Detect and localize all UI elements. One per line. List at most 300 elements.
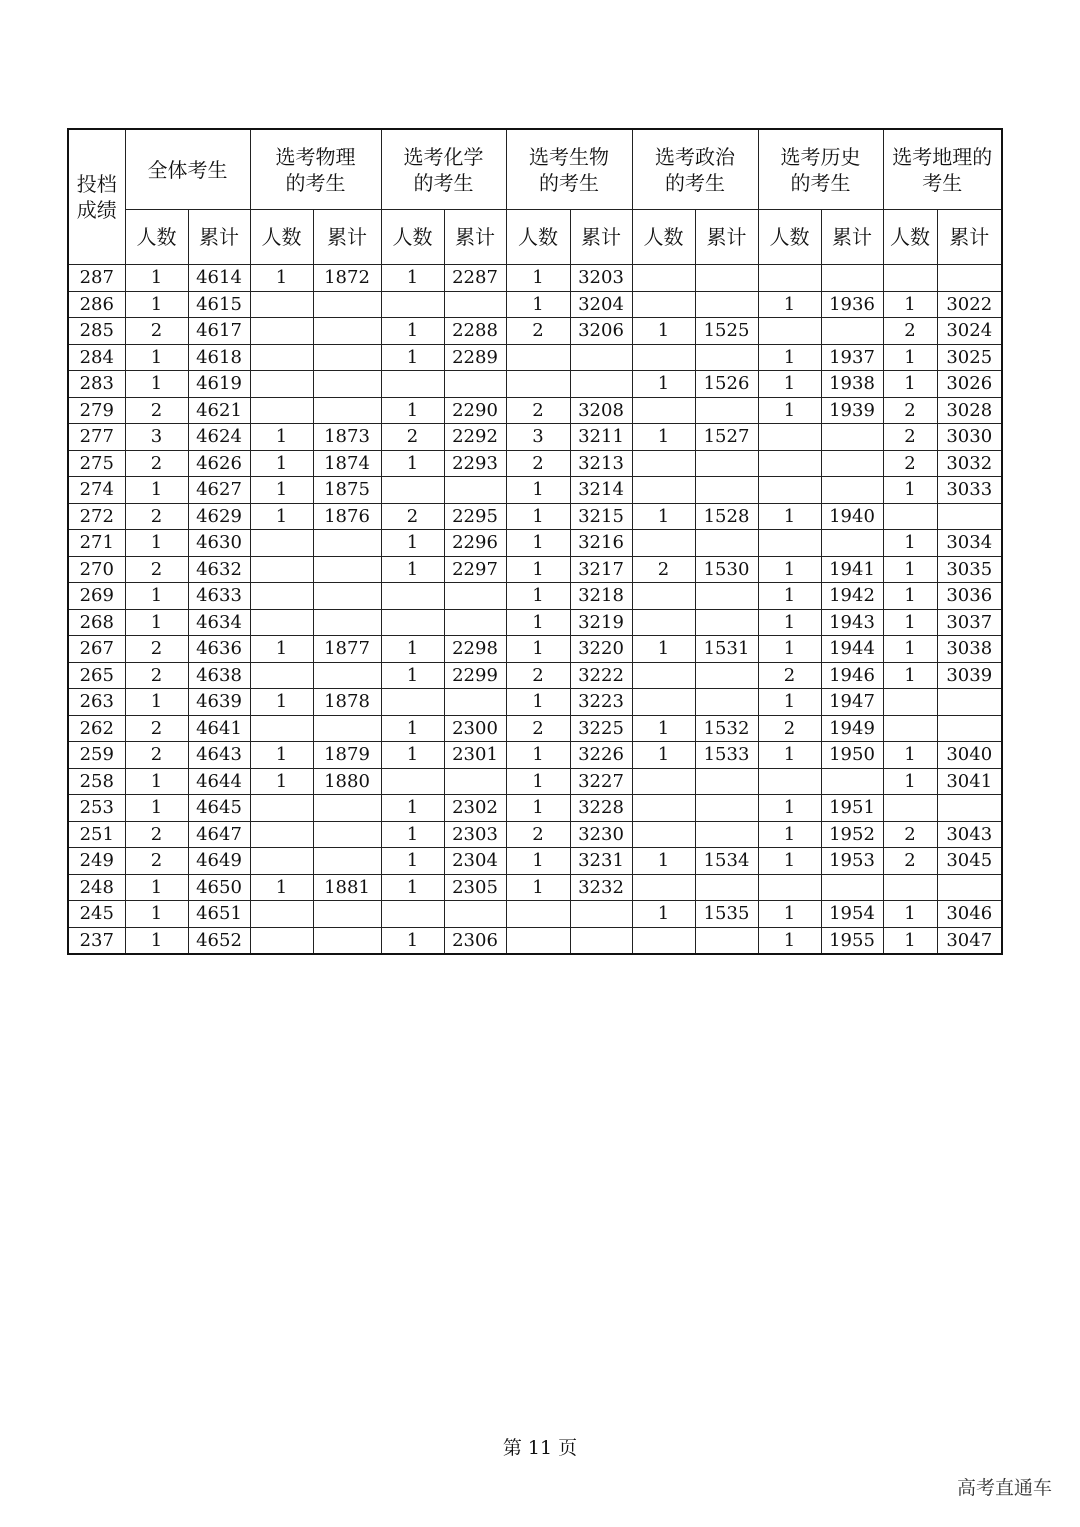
cumulative-cell: 1874 (313, 450, 381, 477)
count-cell: 1 (250, 265, 313, 292)
count-cell: 1 (506, 265, 570, 292)
count-cell: 1 (125, 344, 188, 371)
cumulative-cell: 3222 (570, 662, 632, 689)
table-row (68, 318, 1002, 345)
cumulative-cell: 1533 (695, 742, 758, 769)
count-cell: 1 (381, 530, 444, 557)
count-cell (632, 874, 695, 901)
cumulative-header: 累计 (937, 210, 1002, 265)
cumulative-cell: 3219 (570, 609, 632, 636)
count-cell: 1 (632, 636, 695, 663)
cumulative-cell: 1942 (821, 583, 883, 610)
score-cell: 249 (68, 848, 125, 875)
cumulative-cell (313, 344, 381, 371)
cumulative-cell: 3215 (570, 503, 632, 530)
count-cell: 1 (758, 371, 821, 398)
cumulative-cell (821, 874, 883, 901)
cumulative-cell: 3214 (570, 477, 632, 504)
cumulative-cell: 3047 (937, 927, 1002, 954)
table-row (68, 689, 1002, 716)
cumulative-cell (937, 715, 1002, 742)
count-cell: 2 (506, 450, 570, 477)
count-cell (250, 821, 313, 848)
cumulative-cell: 2299 (444, 662, 506, 689)
cumulative-cell: 3225 (570, 715, 632, 742)
count-cell (250, 795, 313, 822)
cumulative-cell: 1947 (821, 689, 883, 716)
count-cell: 2 (125, 503, 188, 530)
count-header: 人数 (758, 210, 821, 265)
count-cell: 2 (758, 662, 821, 689)
count-cell (250, 609, 313, 636)
count-cell: 2 (125, 821, 188, 848)
cumulative-cell: 1951 (821, 795, 883, 822)
count-cell (632, 530, 695, 557)
cumulative-cell: 4636 (188, 636, 250, 663)
count-cell: 1 (758, 609, 821, 636)
count-cell: 2 (506, 397, 570, 424)
count-cell: 1 (883, 636, 937, 663)
score-cell: 286 (68, 291, 125, 318)
cumulative-cell: 1950 (821, 742, 883, 769)
cumulative-cell (695, 397, 758, 424)
count-cell: 2 (883, 450, 937, 477)
cumulative-cell: 3220 (570, 636, 632, 663)
cumulative-cell: 3217 (570, 556, 632, 583)
score-cell: 259 (68, 742, 125, 769)
count-cell (506, 927, 570, 954)
score-cell: 285 (68, 318, 125, 345)
cumulative-cell: 1946 (821, 662, 883, 689)
cumulative-cell: 3231 (570, 848, 632, 875)
cumulative-cell: 1955 (821, 927, 883, 954)
count-cell (883, 503, 937, 530)
cumulative-cell (821, 318, 883, 345)
table-row (68, 583, 1002, 610)
cumulative-cell: 1936 (821, 291, 883, 318)
count-cell: 1 (506, 768, 570, 795)
count-cell: 1 (883, 291, 937, 318)
cumulative-cell: 1535 (695, 901, 758, 928)
count-cell: 1 (250, 424, 313, 451)
count-cell (632, 795, 695, 822)
score-cell: 279 (68, 397, 125, 424)
count-cell: 1 (632, 424, 695, 451)
count-cell: 1 (506, 609, 570, 636)
cumulative-cell (821, 768, 883, 795)
score-cell: 262 (68, 715, 125, 742)
cumulative-cell: 3213 (570, 450, 632, 477)
cumulative-header: 累计 (821, 210, 883, 265)
count-cell: 1 (381, 265, 444, 292)
count-cell: 1 (758, 821, 821, 848)
cumulative-cell (695, 689, 758, 716)
cumulative-cell: 2301 (444, 742, 506, 769)
footer-brand: 高考直通车 (956, 1477, 1052, 1499)
table-row (68, 848, 1002, 875)
count-cell: 1 (506, 689, 570, 716)
count-cell: 1 (506, 636, 570, 663)
table-row (68, 636, 1002, 663)
score-cell: 267 (68, 636, 125, 663)
count-cell: 1 (250, 503, 313, 530)
cumulative-cell: 3035 (937, 556, 1002, 583)
cumulative-cell (313, 318, 381, 345)
count-cell: 1 (758, 689, 821, 716)
count-cell (250, 344, 313, 371)
score-cell: 269 (68, 583, 125, 610)
count-cell: 1 (506, 503, 570, 530)
count-cell: 2 (506, 821, 570, 848)
count-cell: 1 (125, 795, 188, 822)
cumulative-cell: 1952 (821, 821, 883, 848)
cumulative-cell (313, 556, 381, 583)
count-cell: 1 (758, 344, 821, 371)
count-cell: 1 (125, 874, 188, 901)
geography-header: 选考地理的考生 (883, 129, 1002, 210)
count-cell: 1 (125, 371, 188, 398)
cumulative-cell: 3040 (937, 742, 1002, 769)
cumulative-cell: 2296 (444, 530, 506, 557)
table-row (68, 477, 1002, 504)
cumulative-cell (570, 927, 632, 954)
count-cell: 1 (125, 477, 188, 504)
cumulative-cell (695, 583, 758, 610)
cumulative-cell: 2292 (444, 424, 506, 451)
cumulative-cell (937, 265, 1002, 292)
table-row (68, 424, 1002, 451)
cumulative-cell: 4634 (188, 609, 250, 636)
cumulative-cell: 3232 (570, 874, 632, 901)
cumulative-cell: 3034 (937, 530, 1002, 557)
cumulative-cell: 3046 (937, 901, 1002, 928)
cumulative-cell: 2287 (444, 265, 506, 292)
cumulative-cell (695, 768, 758, 795)
page-number: 第 11 页 (502, 1437, 578, 1459)
count-cell: 3 (125, 424, 188, 451)
cumulative-cell: 1534 (695, 848, 758, 875)
score-table (67, 128, 1003, 955)
count-cell (381, 609, 444, 636)
cumulative-cell: 1872 (313, 265, 381, 292)
cumulative-cell: 2300 (444, 715, 506, 742)
cumulative-cell: 1527 (695, 424, 758, 451)
cumulative-cell (313, 530, 381, 557)
count-header: 人数 (506, 210, 570, 265)
count-header: 人数 (125, 210, 188, 265)
score-cell: 287 (68, 265, 125, 292)
count-cell: 1 (125, 609, 188, 636)
count-cell (883, 715, 937, 742)
count-cell: 1 (632, 742, 695, 769)
cumulative-cell (695, 265, 758, 292)
count-cell: 2 (125, 450, 188, 477)
cumulative-cell: 1526 (695, 371, 758, 398)
cumulative-cell: 2298 (444, 636, 506, 663)
count-cell (883, 689, 937, 716)
count-header: 人数 (250, 210, 313, 265)
table-row (68, 291, 1002, 318)
cumulative-cell (313, 927, 381, 954)
cumulative-cell: 3218 (570, 583, 632, 610)
count-cell: 2 (125, 556, 188, 583)
cumulative-cell (695, 344, 758, 371)
count-cell: 1 (125, 901, 188, 928)
cumulative-cell: 2304 (444, 848, 506, 875)
cumulative-header: 累计 (313, 210, 381, 265)
cumulative-cell (821, 424, 883, 451)
count-cell: 1 (381, 848, 444, 875)
cumulative-cell: 1943 (821, 609, 883, 636)
count-cell: 1 (758, 397, 821, 424)
cumulative-cell: 2305 (444, 874, 506, 901)
count-cell (758, 450, 821, 477)
cumulative-cell (821, 450, 883, 477)
cumulative-cell: 1531 (695, 636, 758, 663)
cumulative-cell (444, 477, 506, 504)
cumulative-cell (313, 371, 381, 398)
chemistry-header: 选考化学的考生 (381, 129, 506, 210)
count-cell (758, 477, 821, 504)
cumulative-cell: 4618 (188, 344, 250, 371)
count-cell: 1 (381, 450, 444, 477)
cumulative-cell: 3226 (570, 742, 632, 769)
cumulative-cell: 3211 (570, 424, 632, 451)
cumulative-cell: 3216 (570, 530, 632, 557)
count-cell: 1 (125, 927, 188, 954)
count-cell (883, 795, 937, 822)
cumulative-cell: 1880 (313, 768, 381, 795)
count-cell (250, 715, 313, 742)
count-cell (250, 927, 313, 954)
cumulative-cell: 3223 (570, 689, 632, 716)
cumulative-cell: 4614 (188, 265, 250, 292)
count-cell: 1 (506, 742, 570, 769)
count-cell: 1 (758, 848, 821, 875)
count-cell: 1 (125, 689, 188, 716)
count-cell (381, 901, 444, 928)
table-row (68, 927, 1002, 954)
count-cell: 1 (758, 927, 821, 954)
count-cell: 1 (758, 636, 821, 663)
cumulative-cell: 4638 (188, 662, 250, 689)
cumulative-cell (313, 901, 381, 928)
cumulative-cell: 4617 (188, 318, 250, 345)
count-cell: 1 (758, 556, 821, 583)
table-row (68, 795, 1002, 822)
count-cell: 1 (506, 556, 570, 583)
count-cell (632, 477, 695, 504)
count-cell: 1 (632, 715, 695, 742)
count-cell: 1 (381, 636, 444, 663)
cumulative-cell: 4633 (188, 583, 250, 610)
count-cell: 2 (506, 662, 570, 689)
cumulative-cell: 4651 (188, 901, 250, 928)
cumulative-cell (444, 583, 506, 610)
cumulative-cell (695, 927, 758, 954)
cumulative-cell: 1938 (821, 371, 883, 398)
count-cell (381, 768, 444, 795)
table-row (68, 344, 1002, 371)
cumulative-cell: 1875 (313, 477, 381, 504)
count-cell: 1 (883, 927, 937, 954)
count-cell: 1 (250, 689, 313, 716)
cumulative-cell (444, 371, 506, 398)
cumulative-cell: 1953 (821, 848, 883, 875)
cumulative-cell: 1877 (313, 636, 381, 663)
cumulative-cell (444, 768, 506, 795)
count-cell: 1 (250, 450, 313, 477)
cumulative-cell: 4639 (188, 689, 250, 716)
count-cell: 1 (381, 397, 444, 424)
cumulative-cell: 3026 (937, 371, 1002, 398)
cumulative-cell (821, 530, 883, 557)
count-cell: 2 (381, 503, 444, 530)
cumulative-cell (695, 450, 758, 477)
cumulative-cell: 1876 (313, 503, 381, 530)
count-cell: 2 (506, 715, 570, 742)
count-cell: 1 (883, 371, 937, 398)
cumulative-cell: 4627 (188, 477, 250, 504)
cumulative-cell: 2302 (444, 795, 506, 822)
cumulative-cell: 3227 (570, 768, 632, 795)
cumulative-cell: 1525 (695, 318, 758, 345)
count-cell: 1 (506, 291, 570, 318)
count-cell: 1 (381, 318, 444, 345)
count-cell (632, 450, 695, 477)
cumulative-cell: 3204 (570, 291, 632, 318)
cumulative-cell: 3038 (937, 636, 1002, 663)
table-row (68, 503, 1002, 530)
table-row (68, 450, 1002, 477)
cumulative-cell (695, 795, 758, 822)
count-cell: 1 (758, 583, 821, 610)
cumulative-cell: 1879 (313, 742, 381, 769)
count-cell (381, 583, 444, 610)
cumulative-cell: 1873 (313, 424, 381, 451)
cumulative-cell: 4645 (188, 795, 250, 822)
count-cell (632, 397, 695, 424)
sub-header-row (68, 210, 1002, 265)
count-cell: 2 (883, 397, 937, 424)
cumulative-cell: 3025 (937, 344, 1002, 371)
count-cell: 1 (632, 848, 695, 875)
count-cell: 1 (506, 583, 570, 610)
score-cell: 284 (68, 344, 125, 371)
count-cell: 1 (758, 742, 821, 769)
cumulative-cell: 2303 (444, 821, 506, 848)
cumulative-cell (695, 874, 758, 901)
cumulative-cell: 4629 (188, 503, 250, 530)
cumulative-cell (313, 291, 381, 318)
count-cell (758, 530, 821, 557)
count-cell: 1 (506, 874, 570, 901)
count-cell (632, 689, 695, 716)
count-cell (250, 530, 313, 557)
cumulative-header: 累计 (695, 210, 758, 265)
count-cell: 2 (883, 318, 937, 345)
table-row (68, 609, 1002, 636)
count-cell: 1 (506, 795, 570, 822)
score-cell: 253 (68, 795, 125, 822)
count-cell: 2 (125, 742, 188, 769)
cumulative-cell: 3206 (570, 318, 632, 345)
cumulative-cell: 4644 (188, 768, 250, 795)
score-cell: 271 (68, 530, 125, 557)
cumulative-cell: 2297 (444, 556, 506, 583)
score-cell: 251 (68, 821, 125, 848)
count-cell: 1 (250, 742, 313, 769)
biology-header: 选考生物的考生 (506, 129, 632, 210)
count-cell: 1 (381, 662, 444, 689)
count-cell (250, 371, 313, 398)
count-cell: 1 (381, 556, 444, 583)
count-cell: 2 (632, 556, 695, 583)
table-row (68, 821, 1002, 848)
cumulative-cell: 2289 (444, 344, 506, 371)
count-cell: 2 (381, 424, 444, 451)
cumulative-cell: 3028 (937, 397, 1002, 424)
count-cell: 1 (250, 874, 313, 901)
count-cell: 1 (125, 291, 188, 318)
count-cell (758, 874, 821, 901)
table-row (68, 901, 1002, 928)
count-cell: 1 (381, 821, 444, 848)
cumulative-cell: 4649 (188, 848, 250, 875)
history-header: 选考历史的考生 (758, 129, 883, 210)
count-cell (632, 291, 695, 318)
cumulative-cell: 2306 (444, 927, 506, 954)
table-row (68, 715, 1002, 742)
cumulative-cell: 4641 (188, 715, 250, 742)
count-cell (632, 583, 695, 610)
score-cell: 237 (68, 927, 125, 954)
politics-header: 选考政治的考生 (632, 129, 758, 210)
table-row (68, 662, 1002, 689)
count-cell: 3 (506, 424, 570, 451)
cumulative-cell: 1937 (821, 344, 883, 371)
count-cell: 1 (632, 371, 695, 398)
count-cell: 1 (381, 344, 444, 371)
count-cell: 1 (250, 477, 313, 504)
cumulative-cell (313, 609, 381, 636)
cumulative-cell: 1530 (695, 556, 758, 583)
cumulative-cell: 4643 (188, 742, 250, 769)
score-cell: 265 (68, 662, 125, 689)
cumulative-cell (937, 795, 1002, 822)
count-cell: 1 (883, 477, 937, 504)
count-cell: 1 (381, 742, 444, 769)
cumulative-cell (444, 609, 506, 636)
count-cell: 1 (883, 609, 937, 636)
count-cell: 2 (883, 821, 937, 848)
cumulative-cell: 2288 (444, 318, 506, 345)
count-cell: 2 (883, 848, 937, 875)
table-row (68, 397, 1002, 424)
count-cell: 1 (883, 662, 937, 689)
cumulative-cell (695, 291, 758, 318)
cumulative-header: 累计 (570, 210, 632, 265)
count-cell (381, 689, 444, 716)
count-cell: 2 (883, 424, 937, 451)
table-row (68, 371, 1002, 398)
cumulative-cell: 1878 (313, 689, 381, 716)
cumulative-cell: 4621 (188, 397, 250, 424)
cumulative-cell: 4632 (188, 556, 250, 583)
cumulative-cell: 1944 (821, 636, 883, 663)
cumulative-cell: 1528 (695, 503, 758, 530)
count-cell: 1 (381, 927, 444, 954)
